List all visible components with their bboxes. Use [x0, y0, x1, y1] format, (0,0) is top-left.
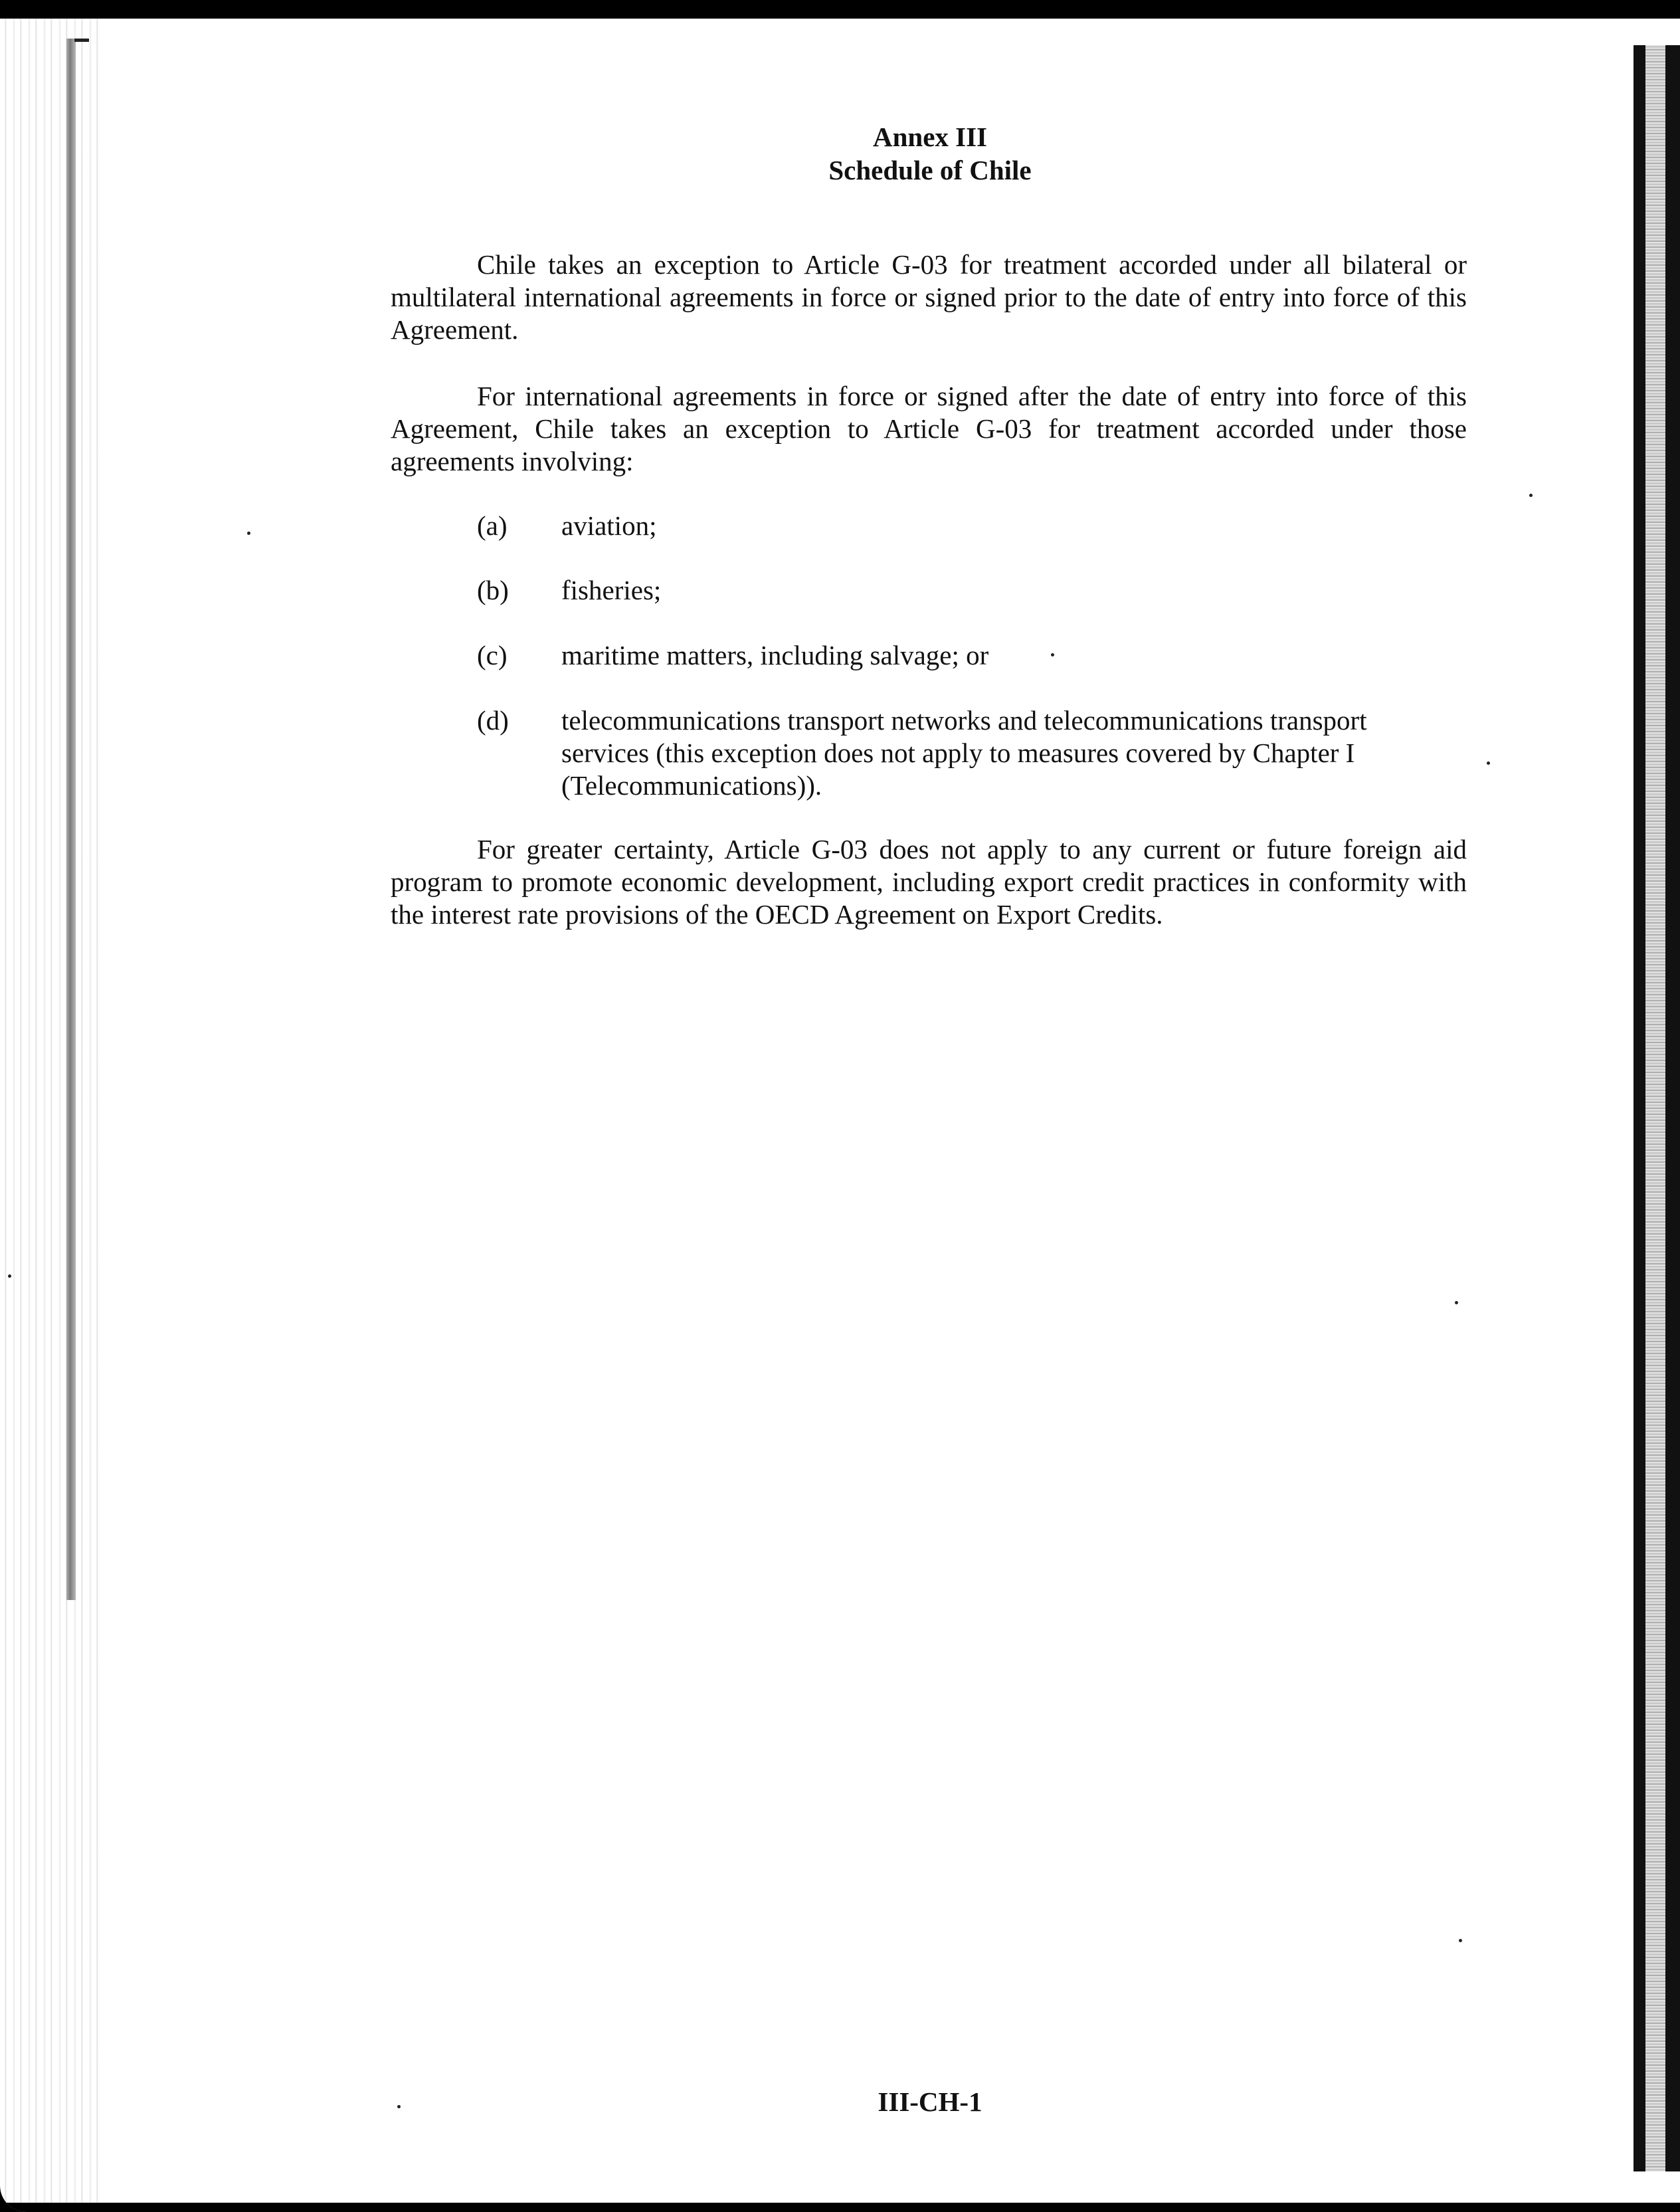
page-number: III-CH-1 [878, 2086, 982, 2117]
scan-speck [1459, 1939, 1462, 1942]
scan-speck [397, 2105, 401, 2108]
list-item-text: fisheries; [561, 575, 662, 605]
list-item-text: maritime matters, including salvage; or [561, 640, 989, 670]
list-item-label: (d) [477, 705, 509, 736]
scan-speck [8, 1274, 11, 1278]
annex-title: Annex III [872, 122, 988, 152]
scan-binding-shadow [66, 39, 76, 1600]
scan-binding-mark [74, 39, 89, 42]
schedule-title: Schedule of Chile [828, 155, 1032, 185]
list-item-text: telecommunications transport networks and telecommunications transport services (this exception does not apply to measures covered by Chapter I (Telecommunications)). [561, 705, 1367, 801]
scan-speck [1487, 761, 1490, 765]
scan-speck [1529, 494, 1533, 497]
scan-speck [247, 532, 250, 535]
paragraph-1: Chile takes an exception to Article G-03 for treatment accorded under all bilateral or multilateral international agreements in force or signed prior to the date of entry into force of this Agreement. [391, 249, 1467, 345]
scan-speck [1455, 1301, 1458, 1304]
paragraph-3: For greater certainty, Article G-03 does not apply to any current or future foreign aid program to promote economic development, including export credit practices in conformity with the interest rate provisions of the OECD Agreement on Export Credits. [391, 834, 1467, 930]
document-page [0, 19, 1680, 2212]
list-item-label: (c) [477, 640, 508, 670]
list-item-label: (a) [477, 510, 508, 541]
list-item-text: aviation; [561, 510, 657, 541]
scan-bottom-edge [0, 2203, 1680, 2212]
scan-right-edge-texture [1645, 45, 1665, 2171]
scan-left-edge [0, 19, 100, 2212]
paragraph-2: For international agreements in force or signed after the date of entry into force of this Agreement, Chile takes an exception to Article G-03 for treatment accorded under those agreements involving: [391, 381, 1467, 476]
list-item-label: (b) [477, 575, 509, 605]
